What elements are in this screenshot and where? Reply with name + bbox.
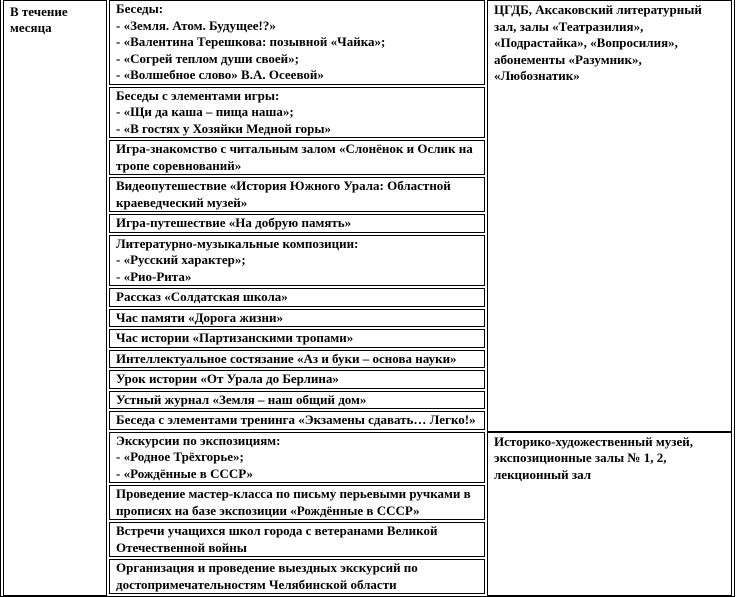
- event-cell: Видеопутешествие «История Южного Урала: Областной краеведческий музей»: [109, 177, 485, 212]
- period-cell: В течение месяца: [3, 0, 107, 596]
- table-row: [1, 0, 734, 596]
- locations-column: [487, 0, 732, 596]
- event-cell: Встречи учащихся школ города с ветеранами Великой Отечественной войны: [109, 522, 485, 557]
- event-cell: Игра-знакомство с читальным залом «Слонёнок и Ослик на тропе соревнований»: [109, 140, 485, 175]
- event-cell: Устный журнал «Земля – наш общий дом»: [109, 391, 485, 410]
- event-cell: Проведение мастер-класса по письму перьевыми ручками в прописях на базе экспозиции «Рождённые в СССР»: [109, 485, 485, 520]
- event-cell: Игра-путешествие «На добрую память»: [109, 214, 485, 233]
- event-cell: Организация и проведение выездных экскурсий по достопримечательностям Челябинской области: [109, 559, 485, 594]
- event-cell: Беседы с элементами игры: - «Щи да каша – пища наша»; - «В гостях у Хозяйки Медной горы»: [109, 87, 485, 139]
- events-column: [109, 0, 485, 596]
- event-cell: Час памяти «Дорога жизни»: [109, 309, 485, 328]
- event-cell: Урок истории «От Урала до Берлина»: [109, 370, 485, 389]
- location-cell: ЦГДБ, Аксаковский литературный зал, залы «Театразилия», «Подрастайка», «Вопросилия», абонементы «Разумник», «Любознатик»: [488, 1, 731, 432]
- event-cell: Час истории «Партизанскими тропами»: [109, 329, 485, 348]
- event-cell: Литературно-музыкальные композиции: - «Русский характер»; - «Рио-Рита»: [109, 235, 485, 287]
- event-cell: Беседы: - «Земля. Атом. Будущее!?» - «Валентина Терешкова: позывной «Чайка»; - «Согрей теплом души своей»; - «Волшебное слово» В.А. Осеевой»: [109, 0, 485, 85]
- event-cell: Экскурсии по экспозициям: - «Родное Трёхгорье»; - «Рождённые в СССР»: [109, 432, 485, 484]
- event-cell: Рассказ «Солдатская школа»: [109, 288, 485, 307]
- location-cell: Историко-художественный музей, экспозиционные залы № 1, 2, лекционный зал: [488, 432, 731, 485]
- event-cell: Беседа с элементами тренинга «Экзамены сдавать… Легко!»: [109, 411, 485, 430]
- event-cell: Интеллектуальное состязание «Аз и буки – основа науки»: [109, 350, 485, 369]
